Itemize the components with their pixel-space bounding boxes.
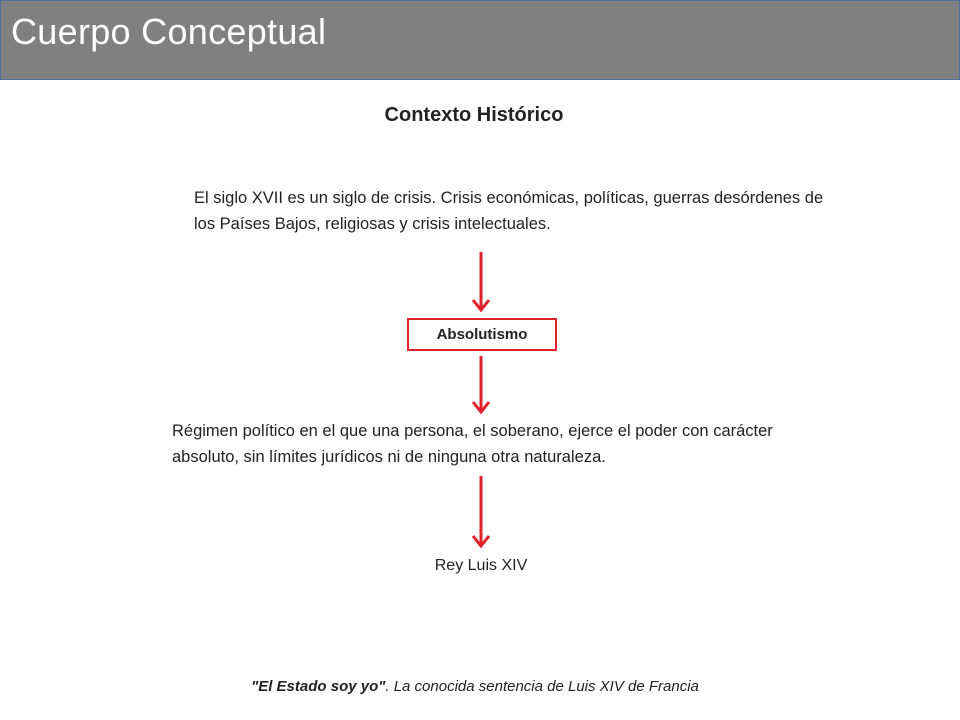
footer-quote xyxy=(0,678,950,695)
absolutismo-box: Absolutismo xyxy=(407,318,557,351)
page-title: Cuerpo Conceptual xyxy=(11,11,327,52)
arrow-down-icon xyxy=(470,356,492,416)
section-subtitle: Contexto Histórico xyxy=(384,104,564,126)
arrow-down-icon xyxy=(470,252,492,314)
title-bar xyxy=(0,0,960,80)
regimen-description: Régimen político en el que una persona, el soberano, ejerce el poder con carácter absoluto, sin límites jurídicos ni de ninguna otra naturaleza. xyxy=(172,422,773,466)
footer-quote-bold: "El Estado soy yo" xyxy=(251,678,386,695)
rey-luis-xiv-label: Rey Luis XIV xyxy=(434,557,528,574)
footer-quote-caption: . La conocida sentencia de Luis XIV de Francia xyxy=(385,678,699,695)
arrow-down-icon xyxy=(470,476,492,550)
crisis-description: El siglo XVII es un siglo de crisis. Crisis económicas, políticas, guerras desórdenes de los Países Bajos, religiosas y crisis intelectuales. xyxy=(194,189,824,233)
